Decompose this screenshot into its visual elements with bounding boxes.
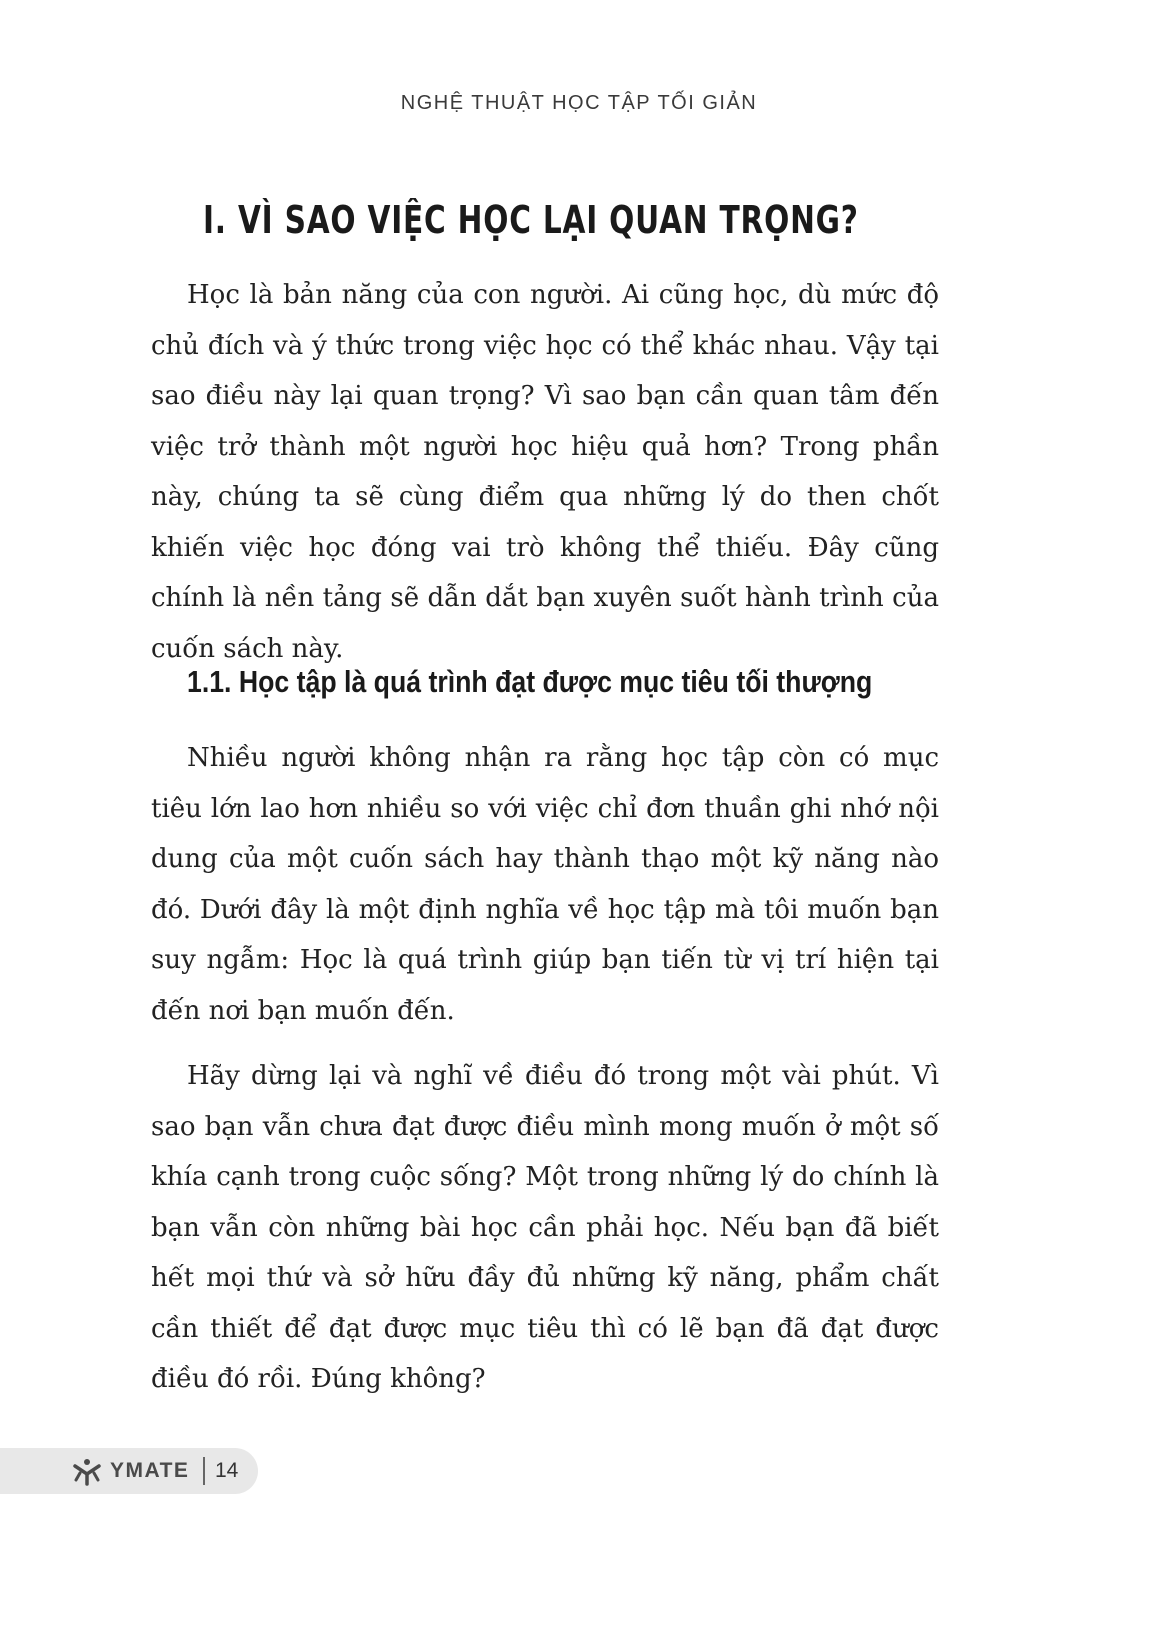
section-title: 1.1. Học tập là quá trình đạt được mục tiêu tối thượng [187,664,873,699]
paragraph-text: Nhiều người không nhận ra rằng học tập còn có mục tiêu lớn lao hơn nhiều so với việc chỉ đơn thuần ghi nhớ nội dung của một cuốn sách hay thành thạo một kỹ năng nào đó. Dưới đây là một định nghĩa về học tập mà tôi muốn bạn suy ngẫm: Học là quá trình giúp bạn tiến từ vị trí hiện tại đến nơi bạn muốn đến. [151,743,939,1026]
footer-page-tab [0,1448,258,1494]
footer-brand: YMATE [110,1459,190,1482]
running-header: NGHỆ THUẬT HỌC TẬP TỐI GIẢN [400,92,758,114]
paragraph-2 [151,733,939,1036]
paragraph-text: Hãy dừng lại và nghĩ về điều đó trong một vài phút. Vì sao bạn vẫn chưa đạt được điều mình mong muốn ở một số khía cạnh trong cuộc sống? Một trong những lý do chính là bạn vẫn còn những bài học cần phải học. Nếu bạn đã biết hết mọi thứ và sở hữu đầy đủ những kỹ năng, phẩm chất cần thiết để đạt được mục tiêu thì có lẽ bạn đã đạt được điều đó rồi. Đúng không? [151,1061,939,1394]
paragraph-3 [151,1051,939,1405]
paragraph-1 [151,270,939,674]
footer-divider [203,1457,205,1485]
page-number: 14 [215,1459,239,1482]
ymate-logo-icon [72,1458,102,1486]
chapter-title: I. VÌ SAO VIỆC HỌC LẠI QUAN TRỌNG? [203,198,859,242]
paragraph-text: Học là bản năng của con người. Ai cũng học, dù mức độ chủ đích và ý thức trong việc học có thể khác nhau. Vậy tại sao điều này lại quan trọng? Vì sao bạn cần quan tâm đến việc trở thành một người học hiệu quả hơn? Trong phần này, chúng ta sẽ cùng điểm qua những lý do then chốt khiến việc học đóng vai trò không thể thiếu. Đây cũng chính là nền tảng sẽ dẫn dắt bạn xuyên suốt hành trình của cuốn sách này. [151,280,939,664]
